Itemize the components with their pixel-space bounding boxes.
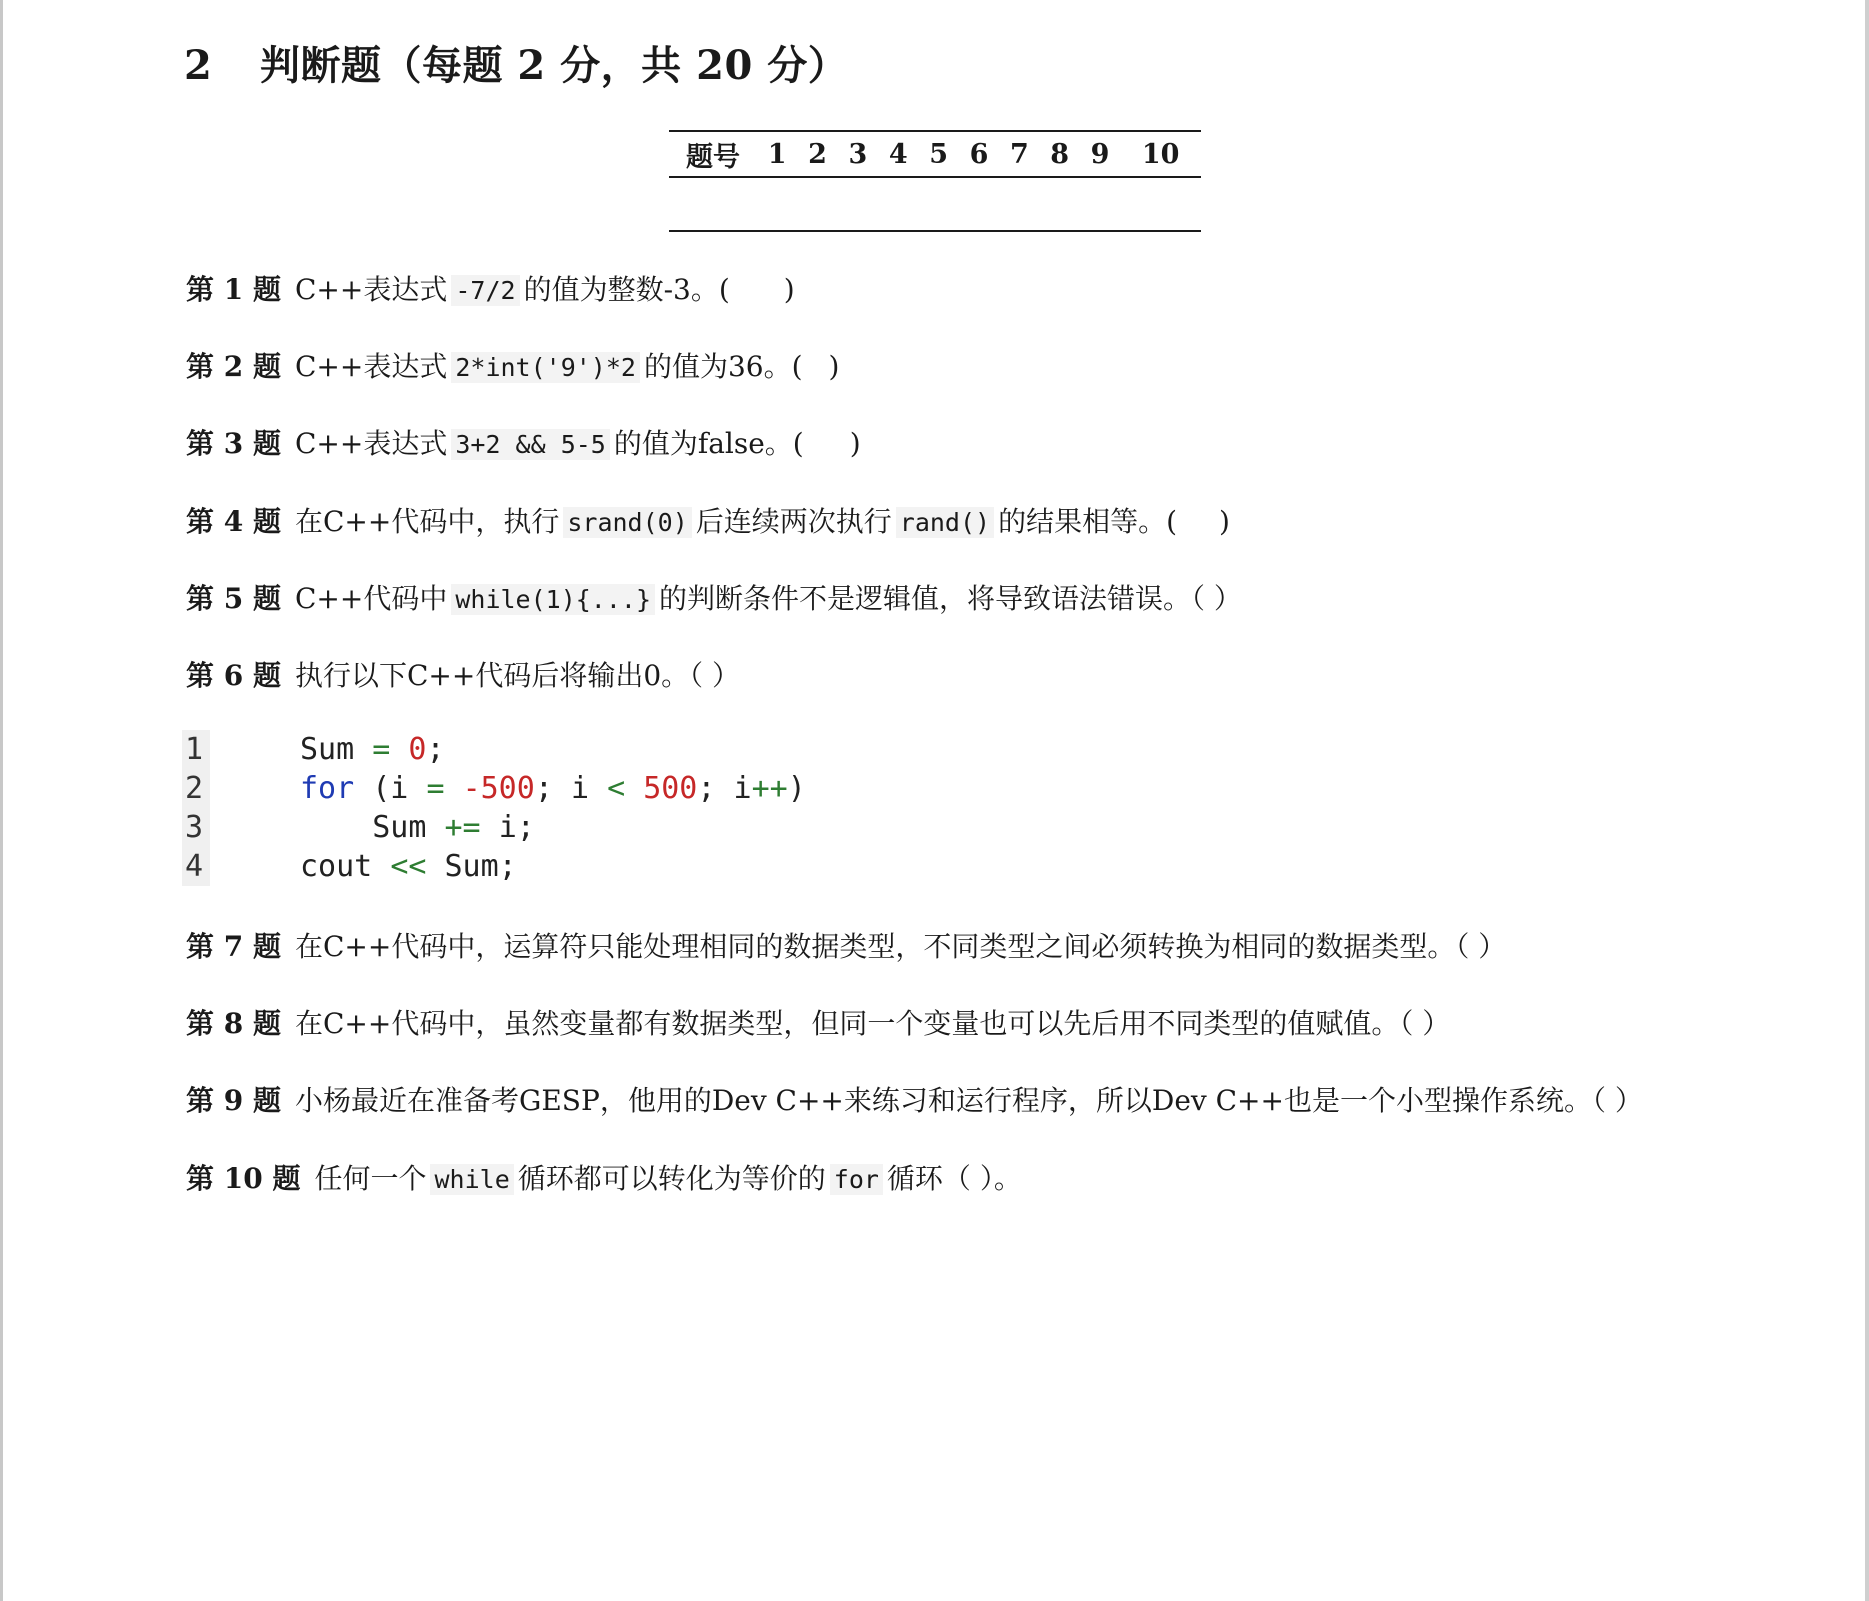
section-title: 判断题（每题 2 分，共 20 分） <box>260 42 849 89</box>
code-token: < <box>607 771 626 806</box>
answer-paren-close: ) <box>828 350 840 383</box>
section-heading <box>184 34 848 91</box>
code-token: = <box>372 732 391 767</box>
question-text: 后连续两次执行 <box>695 505 892 538</box>
page-edge-left <box>0 0 3 1601</box>
question-text: 循环都可以转化为等价的 <box>517 1162 826 1195</box>
code-token: -500 <box>462 771 535 806</box>
code-token: ++ <box>751 771 788 806</box>
answer-cell-2[interactable] <box>797 177 837 231</box>
code-token: i <box>733 771 752 806</box>
question-7 <box>186 927 1506 967</box>
code-token: ; <box>534 771 553 806</box>
question-6 <box>186 656 740 696</box>
answer-cell-3[interactable] <box>838 177 878 231</box>
code-token: 500 <box>643 771 698 806</box>
answer-paren-close: ) <box>849 427 861 460</box>
answer-cell-10[interactable] <box>1120 177 1201 231</box>
question-text: 的判断条件不是逻辑值，将导致语法错误。（ ） <box>659 582 1242 615</box>
inline-code: while <box>430 1164 513 1195</box>
question-number: 第 2 题 <box>186 350 281 383</box>
answer-cell-label <box>669 177 757 231</box>
question-text: C++表达式 <box>294 273 448 306</box>
answer-cell-7[interactable] <box>999 177 1039 231</box>
answer-table-col-7: 7 <box>999 131 1039 177</box>
question-2 <box>186 347 839 388</box>
question-text: 的值为整数-3。( <box>523 273 730 306</box>
answer-cell-9[interactable] <box>1080 177 1120 231</box>
line-number: 2 <box>182 769 210 808</box>
question-text: 的结果相等。( <box>998 505 1178 538</box>
question-text: 的值为false。( <box>613 427 804 460</box>
question-number: 第 8 题 <box>186 1007 281 1040</box>
line-number: 4 <box>182 847 210 886</box>
answer-table-col-4: 4 <box>878 131 918 177</box>
code-token: 0 <box>408 732 427 767</box>
inline-code: -7/2 <box>451 275 519 306</box>
answer-paren-close: ) <box>783 273 795 306</box>
question-8 <box>186 1004 1450 1044</box>
code-token: += <box>444 810 481 845</box>
question-text: 循环（ ）。 <box>886 1162 1022 1195</box>
line-number: 1 <box>182 730 210 769</box>
question-text: 任何一个 <box>314 1162 427 1195</box>
code-block <box>182 730 806 886</box>
inline-code: while(1){...} <box>451 584 655 615</box>
question-5 <box>186 579 1242 620</box>
code-token: cout <box>300 849 373 884</box>
code-token: Sum <box>300 732 355 767</box>
answer-table-col-6: 6 <box>959 131 999 177</box>
answer-paren-close: ) <box>1219 505 1230 538</box>
question-number: 第 10 题 <box>186 1162 301 1195</box>
answer-table-col-8: 8 <box>1040 131 1080 177</box>
code-token: = <box>426 771 445 806</box>
code-line-2 <box>182 769 806 808</box>
answer-cell-5[interactable] <box>918 177 958 231</box>
question-number: 第 6 题 <box>186 659 281 692</box>
code-token: ; <box>426 732 445 767</box>
question-number: 第 7 题 <box>186 930 281 963</box>
question-1 <box>186 270 795 311</box>
question-text: 在C++代码中，执行 <box>294 505 560 538</box>
answer-table-col-2: 2 <box>797 131 837 177</box>
code-token: i <box>570 771 589 806</box>
answer-cell-6[interactable] <box>959 177 999 231</box>
question-number: 第 5 题 <box>186 582 281 615</box>
answer-cell-4[interactable] <box>878 177 918 231</box>
code-line-4 <box>182 847 806 886</box>
answer-table-col-10: 10 <box>1120 131 1201 177</box>
question-number: 第 1 题 <box>186 273 281 306</box>
inline-code: 2*int('9')*2 <box>451 352 640 383</box>
question-text: 在C++代码中，运算符只能处理相同的数据类型，不同类型之间必须转换为相同的数据类型。（ ） <box>294 930 1507 963</box>
question-number: 第 3 题 <box>186 427 281 460</box>
answer-table-col-9: 9 <box>1080 131 1120 177</box>
answer-table-col-1: 1 <box>757 131 797 177</box>
answer-table-header-row <box>669 131 1201 177</box>
code-line-3 <box>182 808 806 847</box>
answer-table <box>669 130 1201 232</box>
question-text: 在C++代码中，虽然变量都有数据类型，但同一个变量也可以先后用不同类型的值赋值。（ ） <box>294 1007 1451 1040</box>
answer-cell-1[interactable] <box>757 177 797 231</box>
question-10 <box>186 1159 1022 1200</box>
code-line-1 <box>182 730 806 769</box>
question-text: 小杨最近在准备考GESP，他用的Dev C++来练习和运行程序，所以Dev C++也是一个小型操作系统。（ ） <box>294 1084 1643 1117</box>
code-token: Sum; <box>444 849 517 884</box>
inline-code: rand() <box>896 507 994 538</box>
code-token: for <box>300 771 355 806</box>
question-text: C++表达式 <box>294 427 448 460</box>
code-token: Sum <box>372 810 427 845</box>
page-edge-right <box>1865 0 1869 1601</box>
question-text: C++代码中 <box>294 582 448 615</box>
code-token: ; <box>697 771 716 806</box>
question-text: 的值为36。( <box>643 350 803 383</box>
code-token: i; <box>498 810 535 845</box>
answer-table-col-5: 5 <box>918 131 958 177</box>
code-token: (i <box>372 771 409 806</box>
answer-table-header-label: 题号 <box>669 131 757 177</box>
question-text: 执行以下C++代码后将输出0。（ ） <box>294 659 741 692</box>
inline-code: srand(0) <box>563 507 691 538</box>
answer-table-answer-row <box>669 177 1201 231</box>
inline-code: for <box>830 1164 883 1195</box>
question-number: 第 9 题 <box>186 1084 281 1117</box>
question-4 <box>186 502 1230 543</box>
answer-cell-8[interactable] <box>1040 177 1080 231</box>
answer-table-col-3: 3 <box>838 131 878 177</box>
code-token: ) <box>787 771 806 806</box>
question-3 <box>186 424 861 465</box>
code-token: << <box>390 849 427 884</box>
question-text: C++表达式 <box>294 350 448 383</box>
question-number: 第 4 题 <box>186 505 281 538</box>
question-9 <box>186 1081 1643 1121</box>
section-number: 2 <box>184 42 213 89</box>
inline-code: 3+2 && 5-5 <box>451 429 610 460</box>
line-number: 3 <box>182 808 210 847</box>
